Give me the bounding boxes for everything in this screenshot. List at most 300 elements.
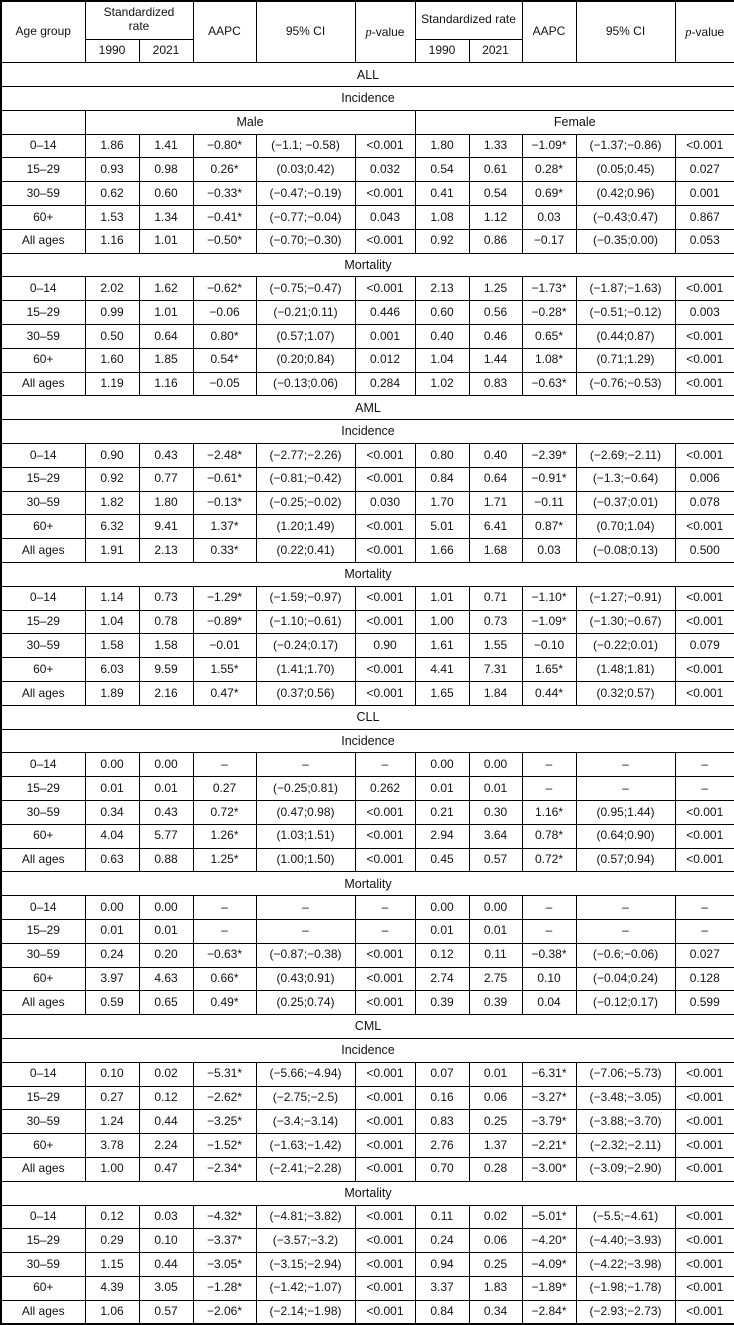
male-aapc-cell: −0.61*: [193, 467, 256, 491]
measure-band-label: Incidence: [1, 87, 734, 111]
male-ci-cell: (−0.47;−0.19): [256, 182, 355, 206]
female-p-value-cell: <0.001: [675, 1229, 734, 1253]
male-ci-cell: (−2.77;−2.26): [256, 444, 355, 468]
male-rate-2021-cell: 0.88: [139, 848, 193, 872]
female-ci-cell: –: [576, 896, 675, 920]
female-aapc-cell: −0.11: [522, 491, 576, 515]
male-aapc-cell: −1.28*: [193, 1276, 256, 1300]
female-rate-1990-cell: 0.39: [415, 991, 469, 1015]
male-ci-cell: (−1.59;−0.97): [256, 586, 355, 610]
male-ci-cell: (−2.14;−1.98): [256, 1300, 355, 1324]
female-p-value-cell: 0.053: [675, 229, 734, 253]
female-aapc-cell: −5.01*: [522, 1205, 576, 1229]
female-p-value-cell: 0.500: [675, 539, 734, 563]
male-rate-1990-cell: 0.00: [85, 753, 139, 777]
male-p-value-cell: <0.001: [355, 991, 415, 1015]
female-rate-2021-cell: 0.02: [469, 1205, 522, 1229]
male-ci-cell: (−0.81;−0.42): [256, 467, 355, 491]
male-rate-2021-cell: 1.01: [139, 301, 193, 325]
age-group-cell: 60+: [1, 967, 85, 991]
measure-band-label: Mortality: [1, 253, 734, 277]
female-aapc-cell: 0.28*: [522, 158, 576, 182]
male-p-value-cell: <0.001: [355, 1253, 415, 1277]
male-rate-2021-cell: 0.47: [139, 1157, 193, 1181]
male-ci-cell: (0.25;0.74): [256, 991, 355, 1015]
age-group-cell: 30–59: [1, 801, 85, 825]
measure-band-label: Incidence: [1, 420, 734, 444]
male-ci-cell: (−3.57;−3.2): [256, 1229, 355, 1253]
disease-band-row: [1, 63, 734, 87]
female-rate-1990-cell: 0.01: [415, 919, 469, 943]
male-aapc-cell: 0.49*: [193, 991, 256, 1015]
female-aapc-cell: −2.39*: [522, 444, 576, 468]
female-rate-2021-cell: 0.34: [469, 1300, 522, 1324]
female-ci-cell: (−2.69;−2.11): [576, 444, 675, 468]
female-ci-cell: (0.32;0.57): [576, 682, 675, 706]
male-aapc-cell: −0.89*: [193, 610, 256, 634]
male-p-value-cell: –: [355, 753, 415, 777]
female-rate-2021-cell: 1.37: [469, 1134, 522, 1158]
female-aapc-cell: 1.08*: [522, 348, 576, 372]
male-aapc-cell: –: [193, 753, 256, 777]
female-aapc-cell: –: [522, 919, 576, 943]
female-aapc-cell: −3.79*: [522, 1110, 576, 1134]
female-ci-cell: (−0.43;0.47): [576, 206, 675, 230]
female-rate-2021-cell: 1.33: [469, 134, 522, 158]
male-ci-cell: (0.20;0.84): [256, 348, 355, 372]
male-rate-1990-cell: 0.27: [85, 1086, 139, 1110]
col-header-age-group: Age group: [1, 1, 85, 63]
male-aapc-cell: 1.25*: [193, 848, 256, 872]
p-rest: -value: [691, 24, 725, 39]
age-group-cell: 30–59: [1, 943, 85, 967]
female-aapc-cell: −1.89*: [522, 1276, 576, 1300]
male-rate-1990-cell: 1.86: [85, 134, 139, 158]
female-p-value-cell: 0.003: [675, 301, 734, 325]
measure-band-row: [1, 87, 734, 111]
female-rate-2021-cell: 0.73: [469, 610, 522, 634]
male-ci-cell: (1.03;1.51): [256, 824, 355, 848]
female-rate-2021-cell: 1.12: [469, 206, 522, 230]
male-rate-1990-cell: 1.19: [85, 372, 139, 396]
year-header-1990-female: 1990: [415, 39, 469, 63]
male-rate-2021-cell: 3.05: [139, 1276, 193, 1300]
female-ci-cell: (1.48;1.81): [576, 658, 675, 682]
male-rate-1990-cell: 0.59: [85, 991, 139, 1015]
female-ci-cell: (0.44;0.87): [576, 325, 675, 349]
female-p-value-cell: <0.001: [675, 801, 734, 825]
female-rate-2021-cell: 0.01: [469, 777, 522, 801]
male-rate-1990-cell: 0.12: [85, 1205, 139, 1229]
female-p-value-cell: <0.001: [675, 1300, 734, 1324]
male-rate-1990-cell: 4.04: [85, 824, 139, 848]
female-rate-1990-cell: 2.74: [415, 967, 469, 991]
female-rate-2021-cell: 0.61: [469, 158, 522, 182]
age-group-cell: 0–14: [1, 586, 85, 610]
table-row: [1, 372, 734, 396]
measure-band-label: Incidence: [1, 729, 734, 753]
male-aapc-cell: −0.62*: [193, 277, 256, 301]
table-row: [1, 301, 734, 325]
male-rate-1990-cell: 6.32: [85, 515, 139, 539]
male-rate-2021-cell: 0.64: [139, 325, 193, 349]
female-aapc-cell: −1.10*: [522, 586, 576, 610]
female-ci-cell: (−0.35;0.00): [576, 229, 675, 253]
table-row: [1, 491, 734, 515]
male-rate-1990-cell: 0.62: [85, 182, 139, 206]
female-p-value-cell: –: [675, 896, 734, 920]
table-row: [1, 182, 734, 206]
male-aapc-cell: −5.31*: [193, 1062, 256, 1086]
male-aapc-cell: −2.48*: [193, 444, 256, 468]
col-header-pvalue-male: [355, 1, 415, 63]
disease-band-row: [1, 705, 734, 729]
female-rate-1990-cell: 0.92: [415, 229, 469, 253]
male-p-value-cell: <0.001: [355, 967, 415, 991]
female-ci-cell: (−3.48;−3.05): [576, 1086, 675, 1110]
male-p-value-cell: <0.001: [355, 182, 415, 206]
male-rate-2021-cell: 2.24: [139, 1134, 193, 1158]
p-rest: -value: [371, 24, 405, 39]
male-aapc-cell: 1.26*: [193, 824, 256, 848]
age-group-cell: 60+: [1, 1134, 85, 1158]
age-group-cell: 15–29: [1, 1086, 85, 1110]
female-rate-1990-cell: 0.11: [415, 1205, 469, 1229]
table-row: [1, 206, 734, 230]
male-ci-cell: (−0.25;−0.02): [256, 491, 355, 515]
female-rate-1990-cell: 0.94: [415, 1253, 469, 1277]
col-header-aapc-male: AAPC: [193, 1, 256, 63]
male-p-value-cell: 0.262: [355, 777, 415, 801]
table-row: [1, 1276, 734, 1300]
male-aapc-cell: 0.26*: [193, 158, 256, 182]
female-rate-2021-cell: 0.06: [469, 1229, 522, 1253]
age-group-cell: 15–29: [1, 1229, 85, 1253]
female-ci-cell: (−0.37;0.01): [576, 491, 675, 515]
table-row: [1, 1134, 734, 1158]
table-row: [1, 515, 734, 539]
female-rate-2021-cell: 0.00: [469, 753, 522, 777]
age-group-cell: 0–14: [1, 1205, 85, 1229]
age-group-cell: 30–59: [1, 325, 85, 349]
female-rate-1990-cell: 1.66: [415, 539, 469, 563]
male-rate-2021-cell: 0.60: [139, 182, 193, 206]
female-aapc-cell: −4.20*: [522, 1229, 576, 1253]
col-header-aapc-female: AAPC: [522, 1, 576, 63]
male-aapc-cell: 0.47*: [193, 682, 256, 706]
male-rate-2021-cell: 0.20: [139, 943, 193, 967]
male-ci-cell: (−1.10;−0.61): [256, 610, 355, 634]
male-rate-1990-cell: 0.01: [85, 777, 139, 801]
male-ci-cell: (0.37;0.56): [256, 682, 355, 706]
female-rate-1990-cell: 1.70: [415, 491, 469, 515]
female-aapc-cell: −2.21*: [522, 1134, 576, 1158]
female-rate-2021-cell: 0.54: [469, 182, 522, 206]
male-p-value-cell: 0.032: [355, 158, 415, 182]
female-aapc-cell: −0.91*: [522, 467, 576, 491]
male-rate-1990-cell: 1.82: [85, 491, 139, 515]
measure-band-row: [1, 563, 734, 587]
male-rate-2021-cell: 0.03: [139, 1205, 193, 1229]
male-rate-1990-cell: 1.58: [85, 634, 139, 658]
female-rate-1990-cell: 0.70: [415, 1157, 469, 1181]
male-aapc-cell: −3.25*: [193, 1110, 256, 1134]
male-aapc-cell: −0.13*: [193, 491, 256, 515]
male-ci-cell: (−0.21;0.11): [256, 301, 355, 325]
female-aapc-cell: 1.16*: [522, 801, 576, 825]
female-ci-cell: (−0.12;0.17): [576, 991, 675, 1015]
male-aapc-cell: −0.06: [193, 301, 256, 325]
table-row: [1, 229, 734, 253]
male-rate-2021-cell: 1.85: [139, 348, 193, 372]
disease-band-label: ALL: [1, 63, 734, 87]
female-aapc-cell: −1.09*: [522, 610, 576, 634]
female-rate-2021-cell: 2.75: [469, 967, 522, 991]
male-ci-cell: (−0.77;−0.04): [256, 206, 355, 230]
female-rate-1990-cell: 0.16: [415, 1086, 469, 1110]
age-group-cell: All ages: [1, 991, 85, 1015]
table-row: [1, 1253, 734, 1277]
age-group-cell: 15–29: [1, 467, 85, 491]
female-p-value-cell: <0.001: [675, 610, 734, 634]
male-aapc-cell: −0.50*: [193, 229, 256, 253]
female-ci-cell: –: [576, 919, 675, 943]
male-rate-2021-cell: 0.01: [139, 777, 193, 801]
female-rate-2021-cell: 6.41: [469, 515, 522, 539]
male-ci-cell: (−1.1; −0.58): [256, 134, 355, 158]
age-group-cell: 60+: [1, 348, 85, 372]
male-p-value-cell: 0.012: [355, 348, 415, 372]
male-rate-2021-cell: 2.16: [139, 682, 193, 706]
female-aapc-cell: −0.17: [522, 229, 576, 253]
table-row: [1, 1205, 734, 1229]
age-group-cell: All ages: [1, 848, 85, 872]
female-rate-2021-cell: 0.25: [469, 1253, 522, 1277]
female-aapc-cell: −0.38*: [522, 943, 576, 967]
female-p-value-cell: <0.001: [675, 682, 734, 706]
male-rate-1990-cell: 0.00: [85, 896, 139, 920]
female-aapc-cell: 0.65*: [522, 325, 576, 349]
table-row: [1, 824, 734, 848]
female-aapc-cell: −6.31*: [522, 1062, 576, 1086]
male-rate-1990-cell: 1.53: [85, 206, 139, 230]
age-group-cell: 30–59: [1, 634, 85, 658]
male-aapc-cell: −4.32*: [193, 1205, 256, 1229]
female-rate-2021-cell: 0.39: [469, 991, 522, 1015]
measure-band-row: [1, 729, 734, 753]
male-rate-2021-cell: 1.16: [139, 372, 193, 396]
male-rate-1990-cell: 0.29: [85, 1229, 139, 1253]
female-rate-1990-cell: 4.41: [415, 658, 469, 682]
age-group-cell: All ages: [1, 1157, 85, 1181]
male-rate-2021-cell: 0.10: [139, 1229, 193, 1253]
female-ci-cell: (0.42;0.96): [576, 182, 675, 206]
table-row: [1, 1086, 734, 1110]
female-aapc-cell: −2.84*: [522, 1300, 576, 1324]
male-rate-1990-cell: 3.78: [85, 1134, 139, 1158]
male-rate-2021-cell: 1.01: [139, 229, 193, 253]
age-group-cell: 15–29: [1, 158, 85, 182]
table-row: [1, 610, 734, 634]
male-p-value-cell: <0.001: [355, 801, 415, 825]
female-p-value-cell: 0.078: [675, 491, 734, 515]
male-rate-1990-cell: 1.04: [85, 610, 139, 634]
age-group-cell: All ages: [1, 1300, 85, 1324]
female-p-value-cell: <0.001: [675, 134, 734, 158]
male-rate-2021-cell: 1.41: [139, 134, 193, 158]
male-rate-1990-cell: 0.90: [85, 444, 139, 468]
female-rate-1990-cell: 0.83: [415, 1110, 469, 1134]
female-rate-1990-cell: 1.00: [415, 610, 469, 634]
male-rate-2021-cell: 1.34: [139, 206, 193, 230]
female-rate-2021-cell: 0.40: [469, 444, 522, 468]
measure-band-label: Mortality: [1, 1181, 734, 1205]
male-rate-1990-cell: 0.01: [85, 919, 139, 943]
male-p-value-cell: <0.001: [355, 1229, 415, 1253]
male-ci-cell: (1.41;1.70): [256, 658, 355, 682]
female-rate-2021-cell: 0.11: [469, 943, 522, 967]
male-p-value-cell: <0.001: [355, 1110, 415, 1134]
female-rate-2021-cell: 0.86: [469, 229, 522, 253]
male-rate-2021-cell: 5.77: [139, 824, 193, 848]
male-p-value-cell: <0.001: [355, 1205, 415, 1229]
female-rate-2021-cell: 0.28: [469, 1157, 522, 1181]
female-rate-1990-cell: 0.07: [415, 1062, 469, 1086]
male-p-value-cell: <0.001: [355, 539, 415, 563]
age-group-cell: 0–14: [1, 1062, 85, 1086]
male-aapc-cell: 0.33*: [193, 539, 256, 563]
male-aapc-cell: −0.80*: [193, 134, 256, 158]
male-ci-cell: (−0.70;−0.30): [256, 229, 355, 253]
female-rate-1990-cell: 0.60: [415, 301, 469, 325]
male-rate-1990-cell: 3.97: [85, 967, 139, 991]
female-rate-1990-cell: 0.00: [415, 753, 469, 777]
male-ci-cell: (0.47;0.98): [256, 801, 355, 825]
table-row: [1, 658, 734, 682]
sex-header-male: Male: [85, 110, 415, 134]
male-p-value-cell: <0.001: [355, 824, 415, 848]
female-rate-1990-cell: 1.04: [415, 348, 469, 372]
male-rate-1990-cell: 0.99: [85, 301, 139, 325]
age-group-cell: 15–29: [1, 301, 85, 325]
female-rate-2021-cell: 1.68: [469, 539, 522, 563]
male-p-value-cell: 0.030: [355, 491, 415, 515]
col-header-ci-male: 95% CI: [256, 1, 355, 63]
table-row: [1, 1110, 734, 1134]
female-aapc-cell: −0.10: [522, 634, 576, 658]
header-row-main: [1, 1, 734, 39]
male-ci-cell: (1.20;1.49): [256, 515, 355, 539]
female-aapc-cell: −3.27*: [522, 1086, 576, 1110]
female-aapc-cell: 0.72*: [522, 848, 576, 872]
table-row: [1, 634, 734, 658]
male-ci-cell: (−5.66;−4.94): [256, 1062, 355, 1086]
table-row: [1, 753, 734, 777]
male-rate-1990-cell: 4.39: [85, 1276, 139, 1300]
female-rate-1990-cell: 0.21: [415, 801, 469, 825]
male-p-value-cell: –: [355, 896, 415, 920]
female-rate-2021-cell: 1.44: [469, 348, 522, 372]
male-aapc-cell: −0.63*: [193, 943, 256, 967]
female-aapc-cell: 0.44*: [522, 682, 576, 706]
male-rate-1990-cell: 1.14: [85, 586, 139, 610]
age-group-cell: 60+: [1, 824, 85, 848]
age-group-cell: 60+: [1, 658, 85, 682]
female-rate-2021-cell: 0.64: [469, 467, 522, 491]
male-p-value-cell: <0.001: [355, 1157, 415, 1181]
table-row: [1, 158, 734, 182]
table-row: [1, 1229, 734, 1253]
male-aapc-cell: 0.72*: [193, 801, 256, 825]
female-aapc-cell: –: [522, 753, 576, 777]
male-ci-cell: (−0.87;−0.38): [256, 943, 355, 967]
female-ci-cell: (0.64;0.90): [576, 824, 675, 848]
female-rate-2021-cell: 0.46: [469, 325, 522, 349]
female-rate-2021-cell: 1.55: [469, 634, 522, 658]
female-ci-cell: (−0.04;0.24): [576, 967, 675, 991]
female-rate-2021-cell: 0.71: [469, 586, 522, 610]
female-aapc-cell: 0.69*: [522, 182, 576, 206]
female-aapc-cell: 0.87*: [522, 515, 576, 539]
male-aapc-cell: 0.66*: [193, 967, 256, 991]
female-rate-2021-cell: 3.64: [469, 824, 522, 848]
age-group-cell: 0–14: [1, 134, 85, 158]
male-rate-1990-cell: 1.91: [85, 539, 139, 563]
female-rate-2021-cell: 0.57: [469, 848, 522, 872]
female-aapc-cell: −0.28*: [522, 301, 576, 325]
male-p-value-cell: <0.001: [355, 943, 415, 967]
female-rate-2021-cell: 1.84: [469, 682, 522, 706]
male-ci-cell: (0.22;0.41): [256, 539, 355, 563]
age-group-cell: 30–59: [1, 491, 85, 515]
male-rate-2021-cell: 0.12: [139, 1086, 193, 1110]
table-row: [1, 325, 734, 349]
table-row: [1, 848, 734, 872]
female-p-value-cell: 0.001: [675, 182, 734, 206]
measure-band-row: [1, 1181, 734, 1205]
female-rate-1990-cell: 2.13: [415, 277, 469, 301]
p-italic: p: [685, 24, 692, 39]
male-rate-2021-cell: 0.78: [139, 610, 193, 634]
male-ci-cell: (−1.42;−1.07): [256, 1276, 355, 1300]
male-ci-cell: (0.57;1.07): [256, 325, 355, 349]
age-group-cell: 15–29: [1, 610, 85, 634]
female-rate-1990-cell: 0.12: [415, 943, 469, 967]
male-p-value-cell: <0.001: [355, 444, 415, 468]
male-rate-1990-cell: 2.02: [85, 277, 139, 301]
table-row: [1, 277, 734, 301]
female-p-value-cell: <0.001: [675, 586, 734, 610]
female-rate-2021-cell: 0.01: [469, 1062, 522, 1086]
male-aapc-cell: 1.55*: [193, 658, 256, 682]
male-rate-2021-cell: 0.57: [139, 1300, 193, 1324]
female-ci-cell: (−1.98;−1.78): [576, 1276, 675, 1300]
age-group-cell: 60+: [1, 515, 85, 539]
male-p-value-cell: 0.446: [355, 301, 415, 325]
male-rate-2021-cell: 0.00: [139, 753, 193, 777]
female-ci-cell: (−0.76;−0.53): [576, 372, 675, 396]
male-aapc-cell: –: [193, 896, 256, 920]
female-aapc-cell: 0.04: [522, 991, 576, 1015]
male-p-value-cell: <0.001: [355, 134, 415, 158]
female-rate-1990-cell: 1.61: [415, 634, 469, 658]
female-p-value-cell: <0.001: [675, 325, 734, 349]
male-rate-2021-cell: 0.44: [139, 1253, 193, 1277]
female-rate-2021-cell: 0.56: [469, 301, 522, 325]
male-aapc-cell: −2.34*: [193, 1157, 256, 1181]
year-header-2021-male: 2021: [139, 39, 193, 63]
male-rate-1990-cell: 1.16: [85, 229, 139, 253]
